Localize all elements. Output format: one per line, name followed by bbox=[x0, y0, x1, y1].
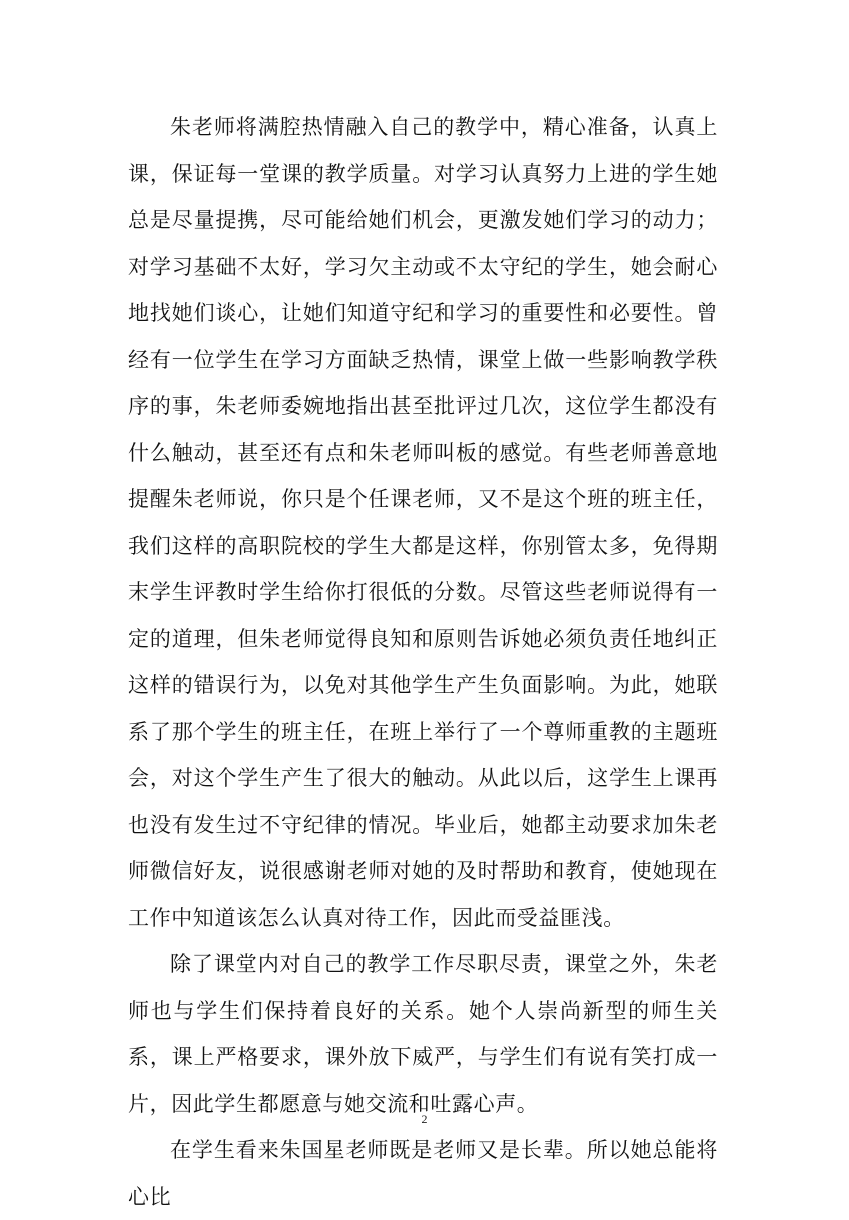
paragraph-2: 除了课堂内对自己的教学工作尽职尽责，课堂之外，朱老师也与学生们保持着良好的关系。她个人崇尚新型的师生关系，课上严格要求，课外放下威严，与学生们有说有笑打成一片，因此学生都愿意与她交流和吐露心声。 bbox=[128, 952, 718, 1116]
page-number: 2 bbox=[421, 1112, 428, 1126]
body-text bbox=[128, 104, 718, 1220]
paragraph-1: 朱老师将满腔热情融入自己的教学中，精心准备，认真上课，保证每一堂课的教学质量。对学习认真努力上进的学生她总是尽量提携，尽可能给她们机会，更激发她们学习的动力；对学习基础不太好，学习欠主动或不太守纪的学生，她会耐心地找她们谈心，让她们知道守纪和学习的重要性和必要性。曾经有一位学生在学习方面缺乏热情，课堂上做一些影响教学秩序的事，朱老师委婉地指出甚至批评过几次，这位学生都没有什么触动，甚至还有点和朱老师叫板的感觉。有些老师善意地提醒朱老师说，你只是个任课老师，又不是这个班的班主任，我们这样的高职院校的学生大都是这样，你别管太多，免得期末学生评教时学生给你打很低的分数。尽管这些老师说得有一定的道理，但朱老师觉得良知和原则告诉她必须负责任地纠正这样的错误行为，以免对其他学生产生负面影响。为此，她联系了那个学生的班主任，在班上举行了一个尊师重教的主题班会，对这个学生产生了很大的触动。从此以后，这学生上课再也没有发生过不守纪律的情况。毕业后，她都主动要求加朱老师微信好友，说很感谢老师对她的及时帮助和教育，使她现在工作中知道该怎么认真对待工作，因此而受益匪浅。 bbox=[128, 115, 718, 930]
paragraph-3: 在学生看来朱国星老师既是老师又是长辈。所以她总能将心比 bbox=[128, 1138, 718, 1209]
